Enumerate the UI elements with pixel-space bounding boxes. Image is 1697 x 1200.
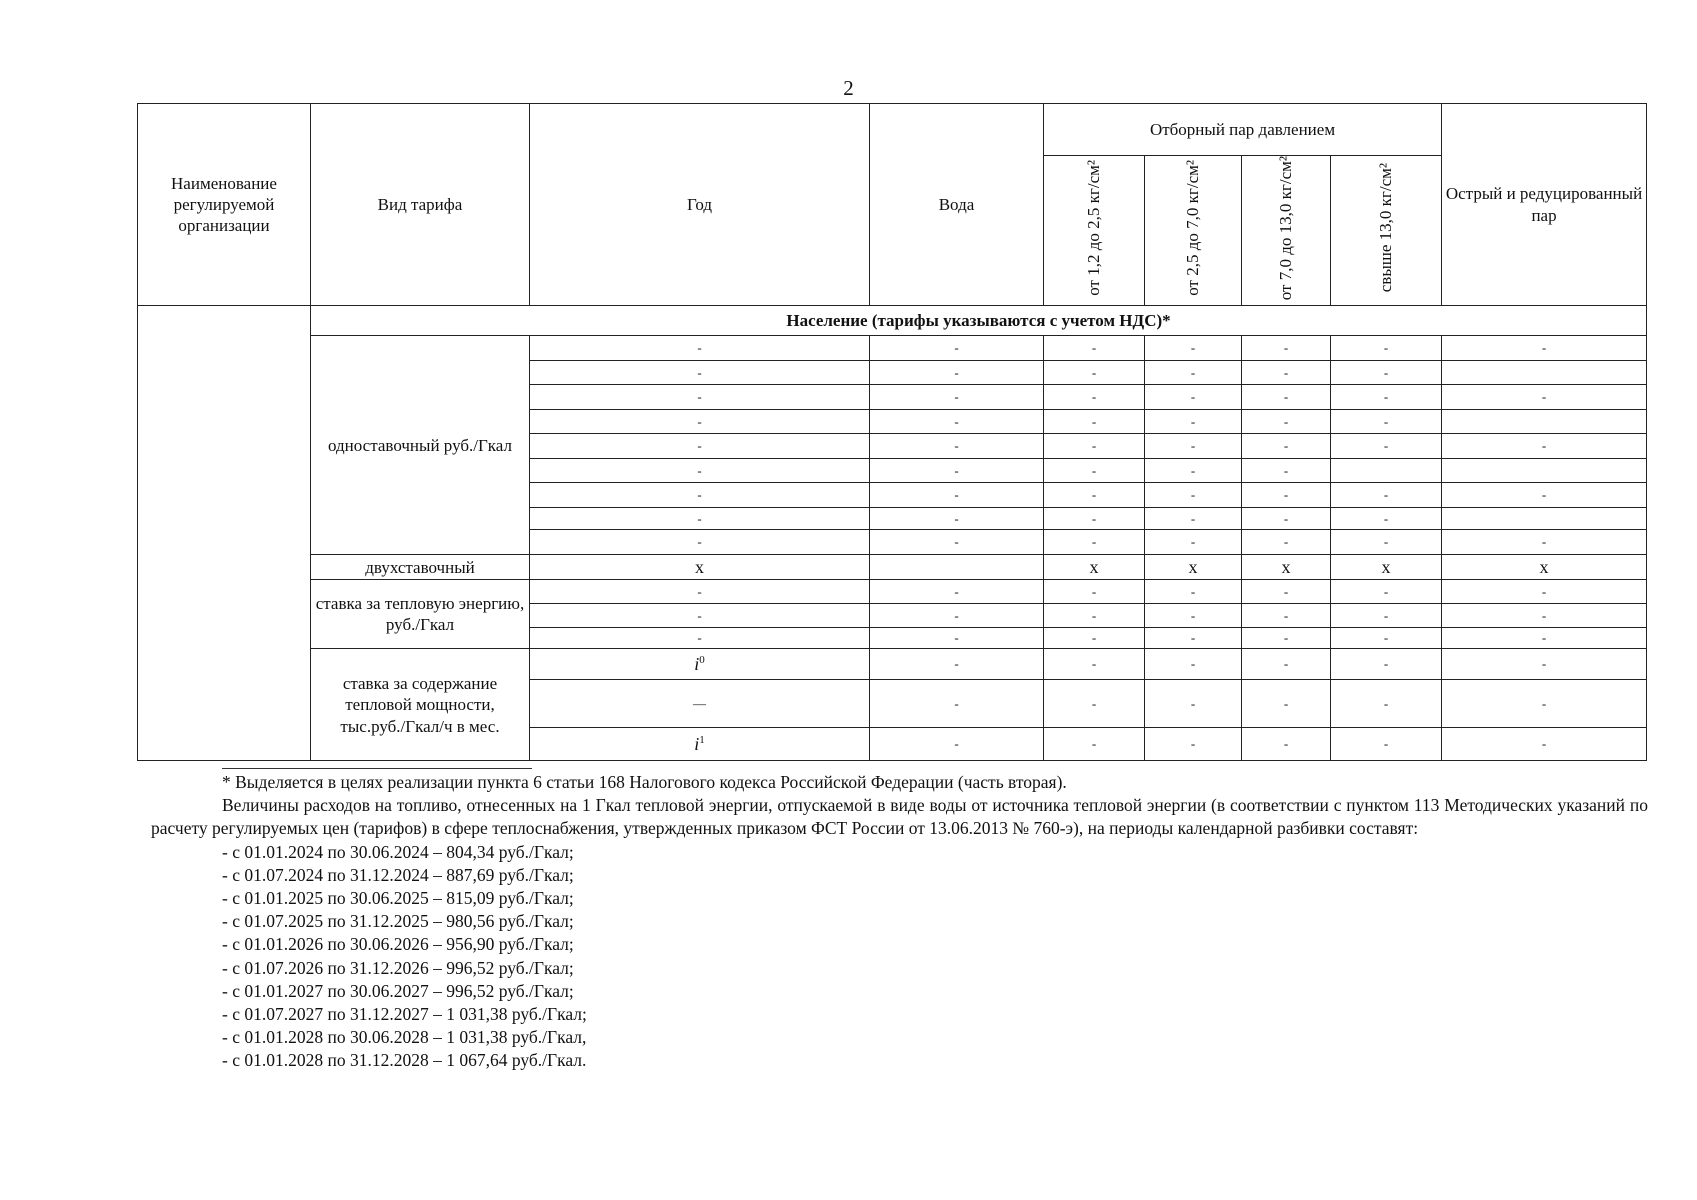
x-mark-cell: x	[1044, 555, 1145, 580]
dash-cell: -	[1145, 336, 1242, 361]
header-sharp-steam: Острый и редуцированный пар	[1442, 104, 1647, 306]
header-tariff-type: Вид тарифа	[311, 104, 530, 306]
dash-cell: -	[1331, 728, 1442, 761]
page-number: 2	[843, 76, 854, 100]
dash-cell: -	[1145, 385, 1242, 410]
dash-cell: -	[870, 680, 1044, 728]
dash-cell: -	[1044, 385, 1145, 410]
dash-cell: -	[1242, 530, 1331, 555]
one-rate-label: одноставочный руб./Гкал	[311, 336, 530, 555]
list-item: - с 01.07.2026 по 31.12.2026 – 996,52 руб./Гкал;	[222, 957, 574, 978]
dash-cell: -	[1442, 604, 1647, 628]
notes-block	[151, 771, 1648, 1073]
dash-cell: -	[1442, 483, 1647, 508]
dash-cell: -	[1331, 649, 1442, 680]
dash-cell: -	[870, 459, 1044, 483]
dash-cell: -	[870, 649, 1044, 680]
header-pressure-1: от 1,2 до 2,5 кг/см²	[1044, 156, 1145, 306]
dash-cell: -	[1044, 459, 1145, 483]
table-row	[138, 555, 1647, 580]
dash-cell: -	[1242, 434, 1331, 459]
table-row	[138, 580, 1647, 604]
dash-cell: -	[1044, 604, 1145, 628]
heat-rate-label: ставка за тепловую энергию, руб./Гкал	[311, 580, 530, 649]
list-item: - с 01.01.2026 по 30.06.2026 – 956,90 руб./Гкал;	[222, 934, 574, 955]
dash-cell: -	[1044, 434, 1145, 459]
x-mark-cell: x	[530, 555, 870, 580]
list-item: - с 01.07.2027 по 31.12.2027 – 1 031,38 руб./Гкал;	[222, 1004, 587, 1025]
empty-cell	[1442, 459, 1647, 483]
dash-cell: -	[530, 410, 870, 434]
x-mark-cell: x	[1331, 555, 1442, 580]
dash-cell: -	[870, 628, 1044, 649]
dash-cell: -	[1242, 336, 1331, 361]
dash-cell: -	[1044, 728, 1145, 761]
list-item: - с 01.01.2024 по 30.06.2024 – 804,34 руб./Гкал;	[222, 841, 574, 862]
dash-cell: -	[530, 580, 870, 604]
dash-cell: -	[1145, 530, 1242, 555]
empty-cell	[1442, 508, 1647, 530]
dash-cell: -	[530, 628, 870, 649]
empty-cell	[1331, 459, 1442, 483]
dash-cell: -	[870, 336, 1044, 361]
two-rate-label: двухставочный	[311, 555, 530, 580]
dash-cell: -	[530, 604, 870, 628]
header-year: Год	[530, 104, 870, 306]
header-org: Наименование регулируемой организации	[138, 104, 311, 306]
dash-cell: -	[1331, 530, 1442, 555]
dash-cell: -	[1145, 434, 1242, 459]
dash-cell: -	[1331, 385, 1442, 410]
dash-cell: -	[870, 508, 1044, 530]
dash-cell: -	[1331, 628, 1442, 649]
table-row	[138, 336, 1647, 361]
dash-cell: -	[1044, 508, 1145, 530]
empty-cell	[1442, 410, 1647, 434]
dash-cell: -	[1044, 530, 1145, 555]
dash-cell: -	[530, 336, 870, 361]
dash-cell: -	[1145, 728, 1242, 761]
dash-cell: -	[870, 580, 1044, 604]
dash-cell: -	[1242, 628, 1331, 649]
dash-cell: -	[530, 361, 870, 385]
dash-cell: -	[1331, 434, 1442, 459]
list-item: - с 01.01.2028 по 31.12.2028 – 1 067,64 руб./Гкал.	[222, 1050, 587, 1071]
dash-cell: -	[870, 530, 1044, 555]
org-name-cell	[138, 306, 311, 761]
dash-cell: -	[530, 434, 870, 459]
dash-cell: -	[1331, 580, 1442, 604]
dash-cell: -	[1145, 580, 1242, 604]
dash-cell: -	[1331, 508, 1442, 530]
dash-cell: -	[1242, 649, 1331, 680]
header-pressure-4: свыше 13,0 кг/см²	[1331, 156, 1442, 306]
list-item: - с 01.01.2028 по 30.06.2028 – 1 031,38 руб./Гкал,	[222, 1027, 587, 1048]
header-pressure-2: от 2,5 до 7,0 кг/см²	[1145, 156, 1242, 306]
empty-cell	[870, 555, 1044, 580]
dash-cell: -	[1145, 649, 1242, 680]
table-row	[138, 649, 1647, 680]
list-item: - с 01.07.2025 по 31.12.2025 – 980,56 руб./Гкал;	[222, 911, 574, 932]
dash-cell: -	[1044, 680, 1145, 728]
dash-cell: -	[1442, 728, 1647, 761]
x-mark-cell: x	[1442, 555, 1647, 580]
dash-cell: -	[1242, 728, 1331, 761]
dash-cell: -	[1442, 580, 1647, 604]
fuel-cost-paragraph: Величины расходов на топливо, отнесенных на 1 Гкал тепловой энергии, отпускаемой в виде воды от источника тепловой энергии (в соответствии с пунктом 113 Методических указаний по расчету регулируемых цен (тарифов) в сфере теплоснабжения, утвержденных приказом ФСТ России от 13.06.2013 № 760-э), на периоды календарной разбивки составят:	[151, 795, 1648, 839]
dash-cell: -	[1331, 361, 1442, 385]
header-steam-group: Отборный пар давлением	[1044, 104, 1442, 156]
dash-cell: -	[1242, 604, 1331, 628]
dash-cell: -	[1145, 628, 1242, 649]
dash-cell: -	[530, 530, 870, 555]
dash-cell: -	[1044, 483, 1145, 508]
dash-cell: -	[1044, 649, 1145, 680]
dash-cell: -	[1242, 580, 1331, 604]
dash-cell: -	[1242, 508, 1331, 530]
dash-cell: -	[530, 483, 870, 508]
list-item: - с 01.01.2027 по 30.06.2027 – 996,52 руб./Гкал;	[222, 980, 574, 1001]
dash-cell: -	[530, 385, 870, 410]
long-dash-cell: —	[530, 680, 870, 728]
x-mark-cell: x	[1145, 555, 1242, 580]
dash-cell: -	[870, 434, 1044, 459]
dash-cell: -	[1442, 385, 1647, 410]
dash-cell: -	[1044, 410, 1145, 434]
dash-cell: -	[1442, 530, 1647, 555]
dash-cell: -	[1242, 361, 1331, 385]
dash-cell: -	[1145, 361, 1242, 385]
footnote-divider	[222, 768, 532, 769]
index-i0-cell: $i^0$	[530, 649, 870, 680]
dash-cell: -	[1044, 580, 1145, 604]
dash-cell: -	[1145, 680, 1242, 728]
dash-cell: -	[870, 483, 1044, 508]
dash-cell: -	[1242, 483, 1331, 508]
dash-cell: -	[1331, 410, 1442, 434]
list-item: - с 01.01.2025 по 30.06.2025 – 815,09 руб./Гкал;	[222, 888, 574, 909]
dash-cell: -	[870, 728, 1044, 761]
dash-cell: -	[1044, 628, 1145, 649]
dash-cell: -	[1044, 336, 1145, 361]
dash-cell: -	[870, 385, 1044, 410]
dash-cell: -	[1044, 361, 1145, 385]
header-pressure-3: от 7,0 до 13,0 кг/см²	[1242, 156, 1331, 306]
period-list	[151, 841, 1648, 1073]
dash-cell: -	[870, 604, 1044, 628]
dash-cell: -	[1442, 434, 1647, 459]
dash-cell: -	[1442, 628, 1647, 649]
dash-cell: -	[1242, 459, 1331, 483]
dash-cell: -	[1242, 680, 1331, 728]
list-item: - с 01.07.2024 по 31.12.2024 – 887,69 руб./Гкал;	[222, 864, 574, 885]
footnote-text: * Выделяется в целях реализации пункта 6 статьи 168 Налогового кодекса Российской Федерации (часть вторая).	[222, 772, 1067, 792]
empty-cell	[1442, 361, 1647, 385]
dash-cell: -	[1331, 604, 1442, 628]
dash-cell: -	[1242, 410, 1331, 434]
dash-cell: -	[1242, 385, 1331, 410]
dash-cell: -	[1145, 604, 1242, 628]
dash-cell: -	[1331, 680, 1442, 728]
dash-cell: -	[870, 361, 1044, 385]
dash-cell: -	[1442, 680, 1647, 728]
dash-cell: -	[870, 410, 1044, 434]
dash-cell: -	[1145, 483, 1242, 508]
index-i1-cell: $i^1$	[530, 728, 870, 761]
dash-cell: -	[1145, 410, 1242, 434]
dash-cell: -	[530, 459, 870, 483]
dash-cell: -	[1331, 336, 1442, 361]
header-water: Вода	[870, 104, 1044, 306]
x-mark-cell: x	[1242, 555, 1331, 580]
capacity-rate-label: ставка за содержание тепловой мощности, тыс.руб./Гкал/ч в мес.	[311, 649, 530, 761]
section-title: Население (тарифы указываются с учетом НДС)*	[311, 306, 1647, 336]
dash-cell: -	[530, 508, 870, 530]
dash-cell: -	[1442, 336, 1647, 361]
dash-cell: -	[1145, 508, 1242, 530]
tariff-table	[137, 103, 1647, 761]
dash-cell: -	[1145, 459, 1242, 483]
dash-cell: -	[1331, 483, 1442, 508]
dash-cell: -	[1442, 649, 1647, 680]
